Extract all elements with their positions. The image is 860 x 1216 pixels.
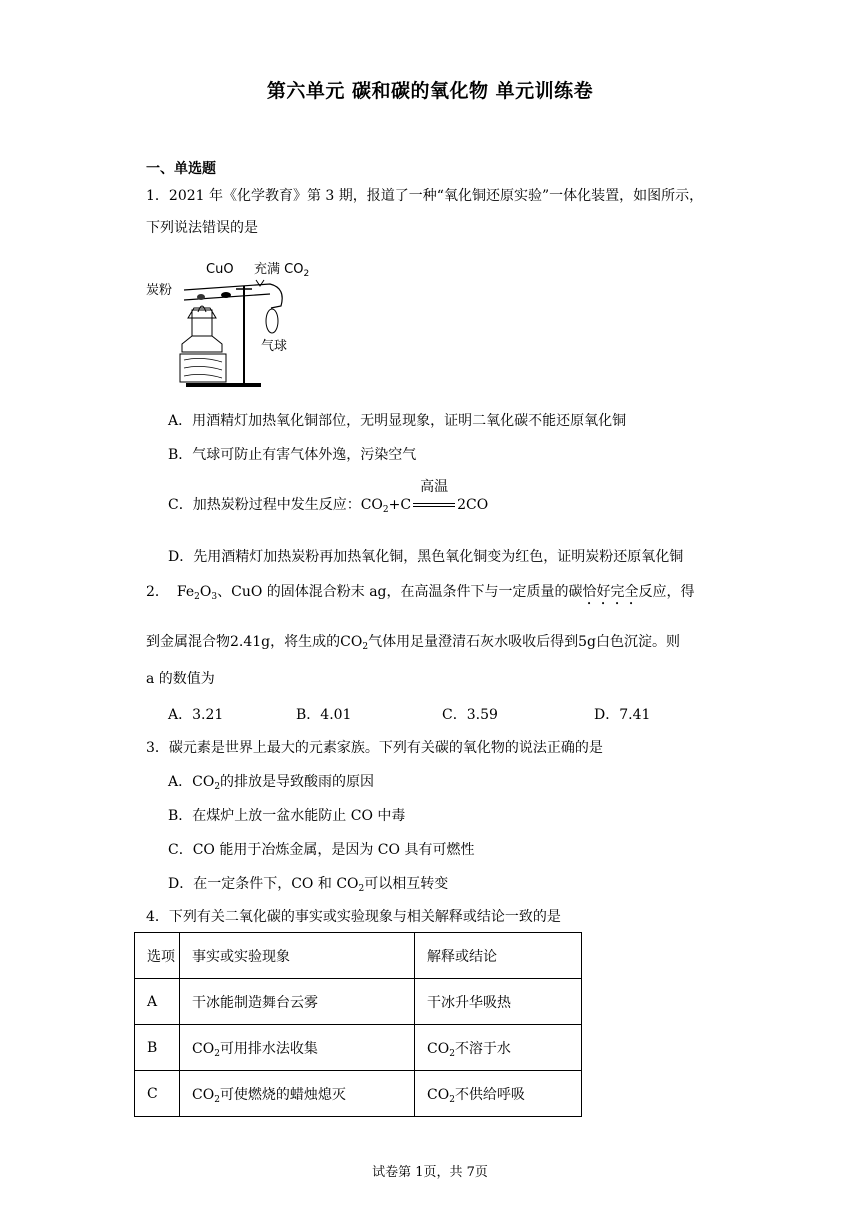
- emphasis-text: 恰好完全: [582, 584, 639, 600]
- table-cell-option: A: [135, 979, 180, 1025]
- table-cell-fact: $CO_2$可使燃烧的蜡烛熄灭: [180, 1071, 415, 1117]
- table-header-cell: 解释或结论: [415, 933, 582, 979]
- q1-option-d: D．先用酒精灯加热炭粉再加热氧化铜，黑色氧化铜变为红色，证明炭粉还原氧化铜: [168, 549, 684, 565]
- table-cell-option: C: [135, 1071, 180, 1117]
- table-cell-conclusion: $CO_2$不供给呼吸: [415, 1071, 582, 1117]
- section-heading: 一、单选题: [146, 161, 216, 177]
- q2-option-a: A．3.21: [168, 707, 224, 723]
- label-carbon-powder: 炭粉: [146, 283, 173, 298]
- q2-stem-line3: a 的数值为: [146, 671, 215, 687]
- table-cell-option: B: [135, 1025, 180, 1071]
- q1-option-c: C．加热炭粉过程中发生反应：$CO_2+C$ 高温 2CO: [168, 479, 489, 515]
- q2-option-b: B．4.01: [296, 707, 352, 723]
- table-cell-fact: 干冰能制造舞台云雾: [180, 979, 415, 1025]
- q3-stem: 3．碳元素是世界上最大的元素家族。下列有关碳的氧化物的说法正确的是: [146, 740, 603, 756]
- table-row: [135, 1071, 582, 1117]
- q2-stem-line1: 2． $Fe_2O_3$、CuO 的固体混合粉末 ag，在高温条件下与一定质量的碳恰好完全反应，得: [146, 584, 695, 602]
- q1-option-a: A．用酒精灯加热氧化铜部位，无明显现象，证明二氧化碳不能还原氧化铜: [168, 413, 627, 429]
- page-title: 第六单元 碳和碳的氧化物 单元训练卷: [266, 80, 594, 102]
- reaction-condition: 高温: [411, 495, 457, 515]
- page-footer: 试卷第 1页，共 7页: [372, 1165, 488, 1180]
- q4-stem: 4．下列有关二氧化碳的事实或实验现象与相关解释或结论一致的是: [146, 909, 561, 925]
- table-header-cell: 事实或实验现象: [180, 933, 415, 979]
- q1-stem-line2: 下列说法错误的是: [146, 220, 258, 236]
- q3-option-a: A．$CO_2$的排放是导致酸雨的原因: [168, 774, 375, 792]
- table-header-cell: 选项: [135, 933, 180, 979]
- apparatus-diagram: [146, 256, 336, 396]
- q3-option-c: C．CO 能用于冶炼金属，是因为 CO 具有可燃性: [168, 842, 475, 858]
- q3-option-d: D．在一定条件下，CO 和 $CO_2$可以相互转变: [168, 876, 449, 894]
- q3-option-b: B．在煤炉上放一盆水能防止 CO 中毒: [168, 808, 406, 824]
- q2-option-c: C．3.59: [442, 707, 498, 723]
- label-balloon: 气球: [261, 339, 288, 354]
- table-cell-conclusion: $CO_2$不溶于水: [415, 1025, 582, 1071]
- q2-stem-line2: 到金属混合物2.41g，将生成的$CO_2$气体用足量澄清石灰水吸收后得到5g白色沉淀。则: [146, 634, 680, 652]
- table-cell-conclusion: 干冰升华吸热: [415, 979, 582, 1025]
- q2-option-d: D．7.41: [594, 707, 651, 723]
- q1-stem-line1: 1．2021 年《化学教育》第 3 期，报道了一种“氧化铜还原实验”一体化装置，如图所示，: [146, 188, 704, 204]
- label-cuo: CuO: [206, 262, 234, 277]
- q1-option-b: B．气球可防止有害气体外逸，污染空气: [168, 447, 417, 463]
- table-row: [135, 1025, 582, 1071]
- table-header-row: [135, 933, 582, 979]
- label-co2: 充满 $CO_2$: [254, 262, 310, 279]
- q4-table: [134, 932, 582, 1117]
- table-cell-fact: $CO_2$可用排水法收集: [180, 1025, 415, 1071]
- table-row: [135, 979, 582, 1025]
